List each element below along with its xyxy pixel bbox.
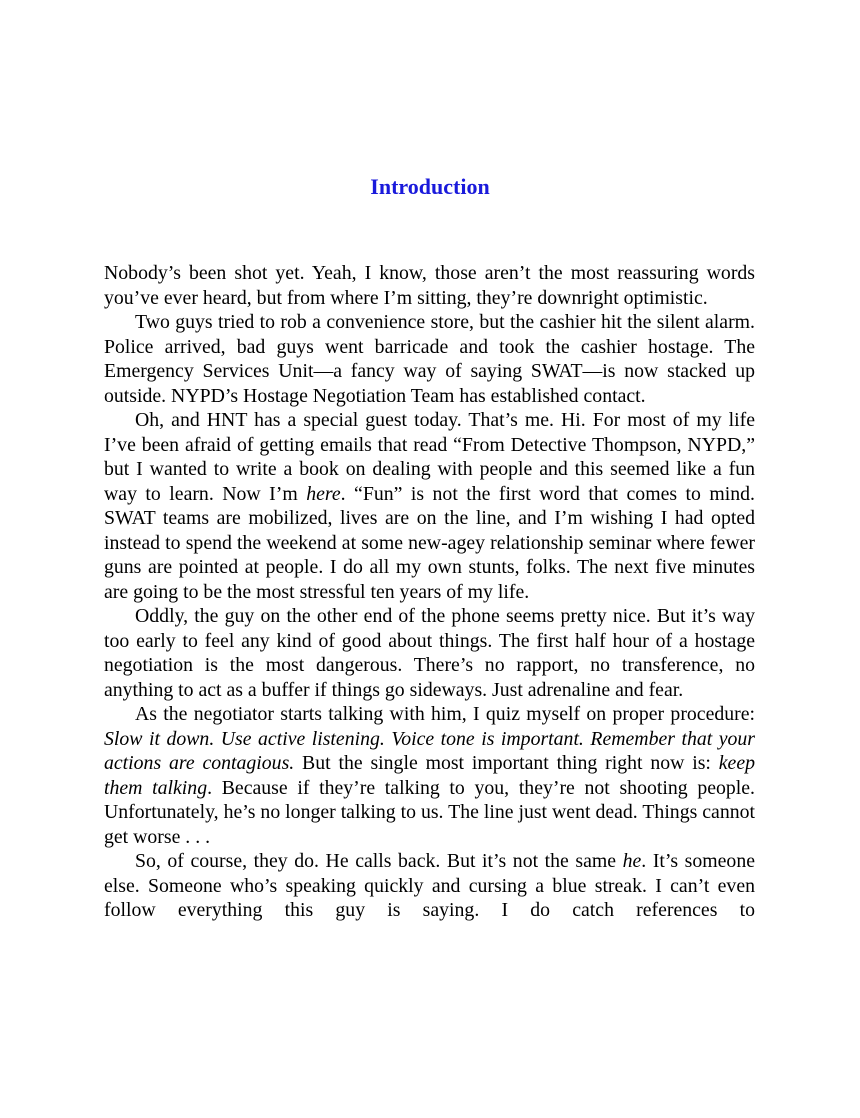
text-run: As the negotiator starts talking with him, I quiz myself on proper procedure: (135, 703, 755, 725)
paragraph (104, 261, 755, 310)
paragraph (104, 849, 755, 923)
italic-text-run: keep them talking (104, 752, 755, 799)
paragraph (104, 408, 755, 604)
italic-text-run: Slow it down. Use active listening. Voice tone is important. Remember that your actions are contagious. (104, 727, 755, 774)
paragraph (104, 702, 755, 849)
text-run: Oddly, the guy on the other end of the phone seems pretty nice. But it’s way too early to feel any kind of good about things. The first half hour of a hostage negotiation is the most dangerous. There’s no rapport, no transference, no anything to act as a buffer if things go sideways. Just adrenaline and fear. (104, 605, 755, 701)
text-run: . It’s someone else. Someone who’s speaking quickly and cursing a blue streak. I can’t even follow everything this guy is saying. I do catch references to (104, 850, 755, 921)
italic-text-run: here (306, 482, 341, 505)
text-run: But the single most important thing right now is: (294, 752, 719, 774)
text-run: Two guys tried to rob a convenience store, but the cashier hit the silent alarm. Police arrived, bad guys went barricade and took the cashier hostage. The Emergency Services Unit—a fancy way of saying SWAT—is now stacked up outside. NYPD’s Hostage Negotiation Team has established contact. (104, 311, 755, 407)
text-run: . “Fun” is not the first word that comes to mind. SWAT teams are mobilized, lives are on the line, and I’m wishing I had opted instead to spend the weekend at some new-agey relationship seminar where fewer guns are pointed at people. I do all my own stunts, folks. The next five minutes are going to be the most stressful ten years of my life. (104, 482, 756, 603)
text-run: . Because if they’re talking to you, they’re not shooting people. Unfortunately, he’s no longer talking to us. The line just went dead. Things cannot get worse . . . (104, 776, 755, 848)
paragraph (104, 604, 755, 702)
chapter-body (104, 261, 755, 923)
italic-text-run: he (622, 850, 642, 872)
text-run: Oh, and HNT has a special guest today. That’s me. Hi. For most of my life I’ve been afraid of getting emails that read “From Detective Thompson, NYPD,” but I wanted to write a book on dealing with people and this seemed like a fun way to learn. Now I’m (104, 409, 755, 505)
text-run: Nobody’s been shot yet. Yeah, I know, those aren’t the most reassuring words you’ve ever heard, but from where I’m sitting, they’re downright optimistic. (104, 262, 755, 309)
paragraph (104, 310, 755, 408)
text-run: So, of course, they do. He calls back. But it’s not the same (135, 850, 623, 872)
chapter-title: Introduction (370, 174, 490, 199)
